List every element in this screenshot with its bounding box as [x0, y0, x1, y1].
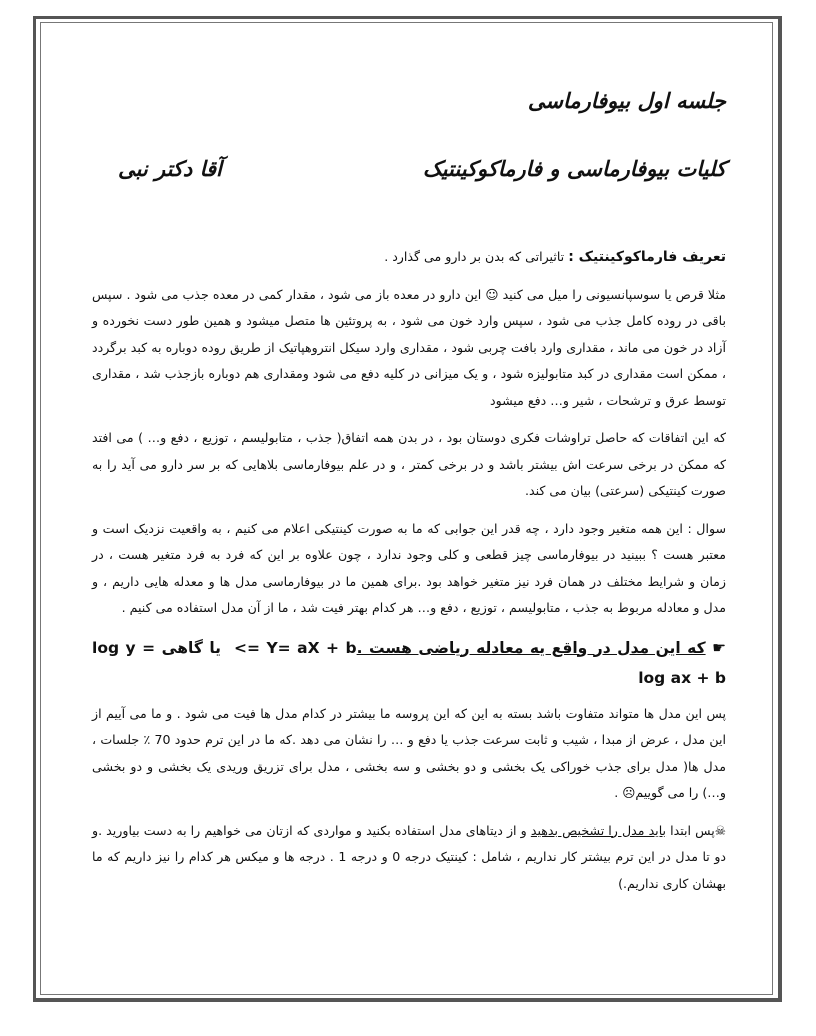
- skull-icon: ☠: [714, 822, 727, 838]
- paragraph-text: پس ابتدا: [666, 822, 715, 838]
- paragraph-conclusion: [92, 818, 726, 898]
- definition-term: تعریف فارماکوکینتیک :: [568, 249, 726, 265]
- paragraph-text: .: [614, 785, 623, 800]
- definition-text: تاثیراتی که بدن بر دارو می گذارد .: [384, 249, 569, 264]
- paragraph-question: سوال : این همه متغیر وجود دارد ، چه قدر این جوابی که ما به صورت کینتیکی اعلام می کنیم ، به واقعیت نزدیک است و معتبر هست ؟ ببینید در بیوفارماسی چیز قطعی و کلی وجود ندارد ، چون علاوه بر این که فرد به فرد متغیر هست ، در زمان و شرایط مختلف در همان فرد نیز متغیر خواهد بود .برای همین ما در بیوفارماسی مدل ها و معدله هایی داریم ، و مدل و معادله مربوط به جذب ، متابولیسم ، توزیع ، دفع و… هر کدام بهتر فیت شد ، ما از آن مدل استفاده می کنیم .: [92, 520, 726, 615]
- paragraph-absorption: [92, 282, 726, 415]
- paragraph-text: این دارو در معده باز می شود ، مقدار کمی در معده جذب می شود . سپس باقی در روده کامل جذب می شود ، سپس وارد خون می شود ، به پروتئین ها متصل میشود و همین طور دست نخورده و آزاد در خون می ماند ، مقداری وارد بافت چربی شود ، مقداری وارد سیکل انتروهپاتیک از طریق روده دوباره به کبد برگردد ، ممکن است مقداری در کبد متابولیزه شود ، و یک میزانی در کلیه دفع می شود ومقداری هم دوباره بازجذب شد ، مقداری توسط عرق و ترشحات ، شیر و… دفع میشود: [92, 286, 726, 408]
- arrow-symbol: <=: [227, 638, 267, 657]
- model-equation-line: [92, 633, 726, 693]
- paragraph-text: پس این مدل ها متواند متفاوت باشد بسته به این که این پروسه ما بیشتر در کدام مدل ها فیت می شود . و ما می آییم از این مدل ، عرض از مبدا ، شیب و ثابت سرعت جذب یا دفع و … را نشان می دهد .که ما در این ترم حدود 70 ٪ جلسات ، مدل ها( مدل برای جذب خوراکی یک بخشی و دو بخشی و سه بخشی ، مدل برای تزریق وریدی یک بخشی و دو بخشی و…) را می گوییم: [92, 705, 726, 800]
- log-equation: log y = log ax + b: [92, 638, 726, 687]
- equation-connector: یا گاهی: [155, 638, 228, 657]
- body-text: [92, 244, 726, 908]
- paragraph-text: و از دیتاهای مدل استفاده بکنید و مواردی که ازتان می خواهیم را به دست بیاورید .و دو تا مدل در این ترم بیشتر کار نداریم ، شامل : کینتیک درجه 0 و درجه 1 . درجه ها و میکس هر کدام را نیز داریم که ما بهشان کاری نداریم.): [92, 822, 727, 891]
- model-statement: که این مدل در واقع یه معادله ریاضی هست .: [356, 638, 706, 657]
- frown-icon: ☹: [622, 785, 636, 800]
- smiley-icon: ☺: [485, 286, 499, 302]
- definition-paragraph: [92, 244, 726, 271]
- linear-equation: Y= aX + b: [266, 638, 357, 657]
- pointing-hand-icon: ☛: [712, 638, 726, 657]
- subtitle-row: [92, 156, 726, 192]
- session-title: جلسه اول بیوفارماسی: [527, 88, 726, 113]
- paragraph-text: مثلا قرص یا سوسپانسیونی را میل می کنید: [498, 286, 726, 302]
- underlined-text: باید مدل را تشخیص بدهید: [530, 822, 667, 838]
- paragraph-kinetics: که این اتفاقات که حاصل تراوشات فکری دوستان بود ، در بدن همه اتفاق( جذب ، متابولیسم ، توزیع ، دفع و… ) می افتد که ممکن در برخی سرعت اش بیشتر باشد و در برخی کمتر ، و در علم بیوفارماسی بلاهایی که بر سر دارو می آید را به صورت کینتیکی (سرعتی) بیان می کند.: [92, 430, 726, 498]
- lecture-subtitle: کلیات بیوفارماسی و فارماکوکینتیک: [422, 156, 726, 181]
- paragraph-models: [92, 701, 726, 807]
- teacher-name: آقا دکتر نبی: [118, 156, 222, 181]
